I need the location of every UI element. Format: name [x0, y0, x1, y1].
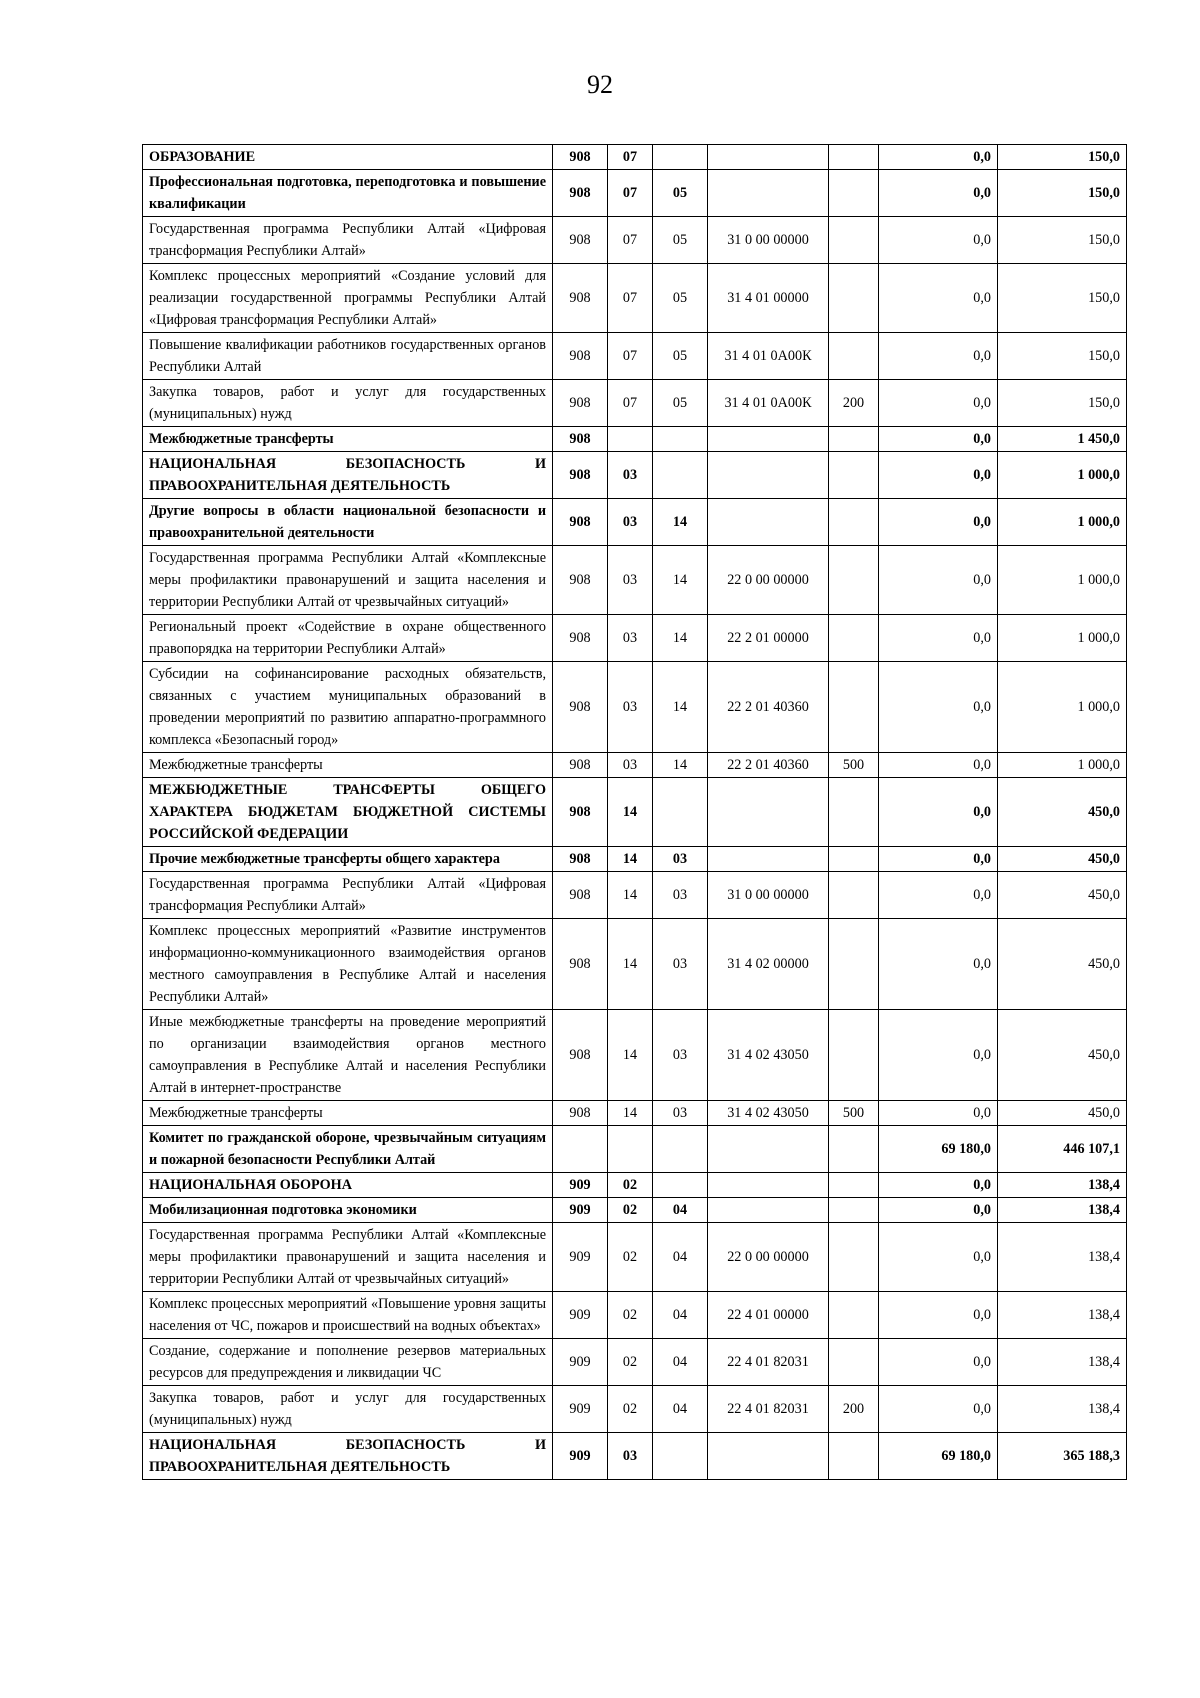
- row-amount-1: 0,0: [879, 778, 998, 847]
- row-ved-code: 908: [553, 333, 608, 380]
- row-name: НАЦИОНАЛЬНАЯ БЕЗОПАСНОСТЬ И ПРАВООХРАНИТЕЛЬНАЯ ДЕЯТЕЛЬНОСТЬ: [143, 452, 553, 499]
- table-row: [143, 1292, 1127, 1339]
- row-subsection-code: 03: [653, 1101, 708, 1126]
- row-target-article: 31 4 01 00000: [708, 264, 829, 333]
- row-subsection-code: 14: [653, 662, 708, 753]
- row-ved-code: 909: [553, 1386, 608, 1433]
- row-target-article: 22 2 01 40360: [708, 753, 829, 778]
- row-subsection-code: 03: [653, 872, 708, 919]
- row-subsection-code: 05: [653, 217, 708, 264]
- row-ved-code: 908: [553, 499, 608, 546]
- row-name: Государственная программа Республики Алтай «Комплексные меры профилактики правонарушений и защита населения и территории Республики Алтай от чрезвычайных ситуаций»: [143, 546, 553, 615]
- row-amount-1: 0,0: [879, 919, 998, 1010]
- row-subsection-code: 14: [653, 753, 708, 778]
- table-row: [143, 170, 1127, 217]
- row-section-code: 02: [608, 1198, 653, 1223]
- row-target-article: [708, 427, 829, 452]
- table-row: [143, 615, 1127, 662]
- row-amount-2: 1 450,0: [998, 427, 1127, 452]
- row-expense-type: [829, 1433, 879, 1480]
- row-amount-1: 0,0: [879, 847, 998, 872]
- row-target-article: 31 4 01 0А00К: [708, 380, 829, 427]
- row-amount-1: 0,0: [879, 1101, 998, 1126]
- row-amount-1: 0,0: [879, 1198, 998, 1223]
- table-row: [143, 847, 1127, 872]
- budget-table: [142, 144, 1127, 1480]
- row-amount-2: 138,4: [998, 1339, 1127, 1386]
- table-row: [143, 662, 1127, 753]
- row-subsection-code: [653, 427, 708, 452]
- row-name: Государственная программа Республики Алтай «Цифровая трансформация Республики Алтай»: [143, 217, 553, 264]
- row-expense-type: [829, 847, 879, 872]
- row-target-article: 22 0 00 00000: [708, 1223, 829, 1292]
- row-expense-type: [829, 778, 879, 847]
- row-subsection-code: 14: [653, 546, 708, 615]
- row-amount-2: 138,4: [998, 1223, 1127, 1292]
- row-subsection-code: 03: [653, 919, 708, 1010]
- row-amount-1: 0,0: [879, 1223, 998, 1292]
- row-ved-code: 908: [553, 753, 608, 778]
- row-target-article: 31 0 00 00000: [708, 217, 829, 264]
- row-subsection-code: [653, 1126, 708, 1173]
- row-amount-2: 150,0: [998, 170, 1127, 217]
- row-target-article: [708, 170, 829, 217]
- row-subsection-code: 05: [653, 264, 708, 333]
- row-ved-code: 908: [553, 919, 608, 1010]
- row-target-article: [708, 145, 829, 170]
- row-section-code: 07: [608, 145, 653, 170]
- row-ved-code: 909: [553, 1433, 608, 1480]
- row-subsection-code: [653, 145, 708, 170]
- table-row: [143, 1173, 1127, 1198]
- table-row: [143, 217, 1127, 264]
- row-expense-type: [829, 1173, 879, 1198]
- row-expense-type: [829, 1126, 879, 1173]
- row-expense-type: 500: [829, 1101, 879, 1126]
- row-section-code: 02: [608, 1339, 653, 1386]
- row-amount-2: 1 000,0: [998, 662, 1127, 753]
- row-ved-code: 909: [553, 1339, 608, 1386]
- row-subsection-code: 14: [653, 499, 708, 546]
- row-target-article: 31 4 02 00000: [708, 919, 829, 1010]
- row-ved-code: 908: [553, 145, 608, 170]
- table-row: [143, 1223, 1127, 1292]
- row-subsection-code: 03: [653, 847, 708, 872]
- row-name: Комплекс процессных мероприятий «Повышение уровня защиты населения от ЧС, пожаров и происшествий на водных объектах»: [143, 1292, 553, 1339]
- row-name: Профессиональная подготовка, переподготовка и повышение квалификации: [143, 170, 553, 217]
- row-expense-type: [829, 1339, 879, 1386]
- row-target-article: [708, 1173, 829, 1198]
- row-name: Комплекс процессных мероприятий «Развитие инструментов информационно-коммуникационного взаимодействия органов местного самоуправления в Республике Алтай и населения Республики Алтай»: [143, 919, 553, 1010]
- row-expense-type: 200: [829, 380, 879, 427]
- row-ved-code: 908: [553, 872, 608, 919]
- row-amount-2: 1 000,0: [998, 546, 1127, 615]
- row-amount-2: 450,0: [998, 847, 1127, 872]
- row-section-code: [608, 1126, 653, 1173]
- row-section-code: 07: [608, 380, 653, 427]
- row-amount-2: 365 188,3: [998, 1433, 1127, 1480]
- row-amount-1: 0,0: [879, 1292, 998, 1339]
- row-ved-code: [553, 1126, 608, 1173]
- row-subsection-code: 03: [653, 1010, 708, 1101]
- row-amount-1: 0,0: [879, 217, 998, 264]
- row-expense-type: [829, 499, 879, 546]
- row-ved-code: 908: [553, 264, 608, 333]
- table-row: [143, 333, 1127, 380]
- row-subsection-code: 05: [653, 333, 708, 380]
- row-section-code: 14: [608, 847, 653, 872]
- row-expense-type: [829, 217, 879, 264]
- row-target-article: 22 4 01 00000: [708, 1292, 829, 1339]
- table-row: [143, 546, 1127, 615]
- row-ved-code: 909: [553, 1173, 608, 1198]
- row-name: Прочие межбюджетные трансферты общего характера: [143, 847, 553, 872]
- row-name: Закупка товаров, работ и услуг для государственных (муниципальных) нужд: [143, 1386, 553, 1433]
- row-ved-code: 908: [553, 847, 608, 872]
- table-row: [143, 1010, 1127, 1101]
- row-subsection-code: 05: [653, 380, 708, 427]
- row-section-code: 02: [608, 1173, 653, 1198]
- row-expense-type: 500: [829, 753, 879, 778]
- row-amount-1: 0,0: [879, 145, 998, 170]
- row-expense-type: [829, 1010, 879, 1101]
- row-amount-1: 0,0: [879, 1173, 998, 1198]
- row-section-code: 14: [608, 872, 653, 919]
- row-ved-code: 908: [553, 546, 608, 615]
- row-section-code: 14: [608, 1010, 653, 1101]
- row-ved-code: 908: [553, 380, 608, 427]
- row-expense-type: [829, 662, 879, 753]
- row-target-article: [708, 847, 829, 872]
- row-amount-2: 1 000,0: [998, 615, 1127, 662]
- row-target-article: 22 4 01 82031: [708, 1386, 829, 1433]
- row-ved-code: 908: [553, 427, 608, 452]
- row-section-code: 03: [608, 662, 653, 753]
- row-name: НАЦИОНАЛЬНАЯ БЕЗОПАСНОСТЬ И ПРАВООХРАНИТЕЛЬНАЯ ДЕЯТЕЛЬНОСТЬ: [143, 1433, 553, 1480]
- row-amount-1: 0,0: [879, 499, 998, 546]
- row-amount-2: 150,0: [998, 217, 1127, 264]
- row-expense-type: [829, 1223, 879, 1292]
- row-section-code: [608, 427, 653, 452]
- row-amount-2: 450,0: [998, 1010, 1127, 1101]
- row-target-article: [708, 499, 829, 546]
- row-name: Региональный проект «Содействие в охране общественного правопорядка на территории Республики Алтай»: [143, 615, 553, 662]
- table-body: [143, 145, 1127, 1480]
- row-subsection-code: 04: [653, 1292, 708, 1339]
- row-subsection-code: [653, 1433, 708, 1480]
- row-section-code: 14: [608, 778, 653, 847]
- row-subsection-code: [653, 1173, 708, 1198]
- row-ved-code: 908: [553, 778, 608, 847]
- row-ved-code: 908: [553, 217, 608, 264]
- row-name: Комитет по гражданской обороне, чрезвычайным ситуациям и пожарной безопасности Республики Алтай: [143, 1126, 553, 1173]
- row-amount-2: 1 000,0: [998, 753, 1127, 778]
- row-name: Межбюджетные трансферты: [143, 1101, 553, 1126]
- row-amount-1: 0,0: [879, 452, 998, 499]
- row-subsection-code: [653, 452, 708, 499]
- row-target-article: 22 4 01 82031: [708, 1339, 829, 1386]
- row-name: Субсидии на софинансирование расходных обязательств, связанных с участием муниципальных образований в проведении мероприятий по развитию аппаратно-программного комплекса «Безопасный город»: [143, 662, 553, 753]
- row-section-code: 07: [608, 264, 653, 333]
- row-amount-2: 446 107,1: [998, 1126, 1127, 1173]
- row-section-code: 03: [608, 499, 653, 546]
- row-subsection-code: 04: [653, 1339, 708, 1386]
- row-expense-type: [829, 427, 879, 452]
- row-expense-type: [829, 615, 879, 662]
- row-amount-1: 0,0: [879, 872, 998, 919]
- row-target-article: 31 0 00 00000: [708, 872, 829, 919]
- row-expense-type: [829, 333, 879, 380]
- row-amount-2: 138,4: [998, 1198, 1127, 1223]
- row-section-code: 03: [608, 452, 653, 499]
- row-ved-code: 908: [553, 615, 608, 662]
- row-section-code: 03: [608, 1433, 653, 1480]
- row-expense-type: [829, 170, 879, 217]
- table-row: [143, 753, 1127, 778]
- row-ved-code: 909: [553, 1198, 608, 1223]
- table-row: [143, 919, 1127, 1010]
- row-amount-1: 0,0: [879, 546, 998, 615]
- row-amount-1: 69 180,0: [879, 1126, 998, 1173]
- row-section-code: 02: [608, 1386, 653, 1433]
- row-subsection-code: [653, 778, 708, 847]
- row-section-code: 03: [608, 753, 653, 778]
- row-ved-code: 908: [553, 662, 608, 753]
- row-amount-1: 0,0: [879, 615, 998, 662]
- row-name: Государственная программа Республики Алтай «Комплексные меры профилактики правонарушений и защита населения и территории Республики Алтай от чрезвычайных ситуаций»: [143, 1223, 553, 1292]
- row-amount-1: 69 180,0: [879, 1433, 998, 1480]
- row-section-code: 07: [608, 333, 653, 380]
- row-name: НАЦИОНАЛЬНАЯ ОБОРОНА: [143, 1173, 553, 1198]
- row-amount-2: 150,0: [998, 264, 1127, 333]
- table-row: [143, 1339, 1127, 1386]
- row-subsection-code: 05: [653, 170, 708, 217]
- row-name: МЕЖБЮДЖЕТНЫЕ ТРАНСФЕРТЫ ОБЩЕГО ХАРАКТЕРА БЮДЖЕТАМ БЮДЖЕТНОЙ СИСТЕМЫ РОССИЙСКОЙ ФЕДЕРАЦИИ: [143, 778, 553, 847]
- row-name: Другие вопросы в области национальной безопасности и правоохранительной деятельности: [143, 499, 553, 546]
- row-target-article: [708, 1433, 829, 1480]
- row-name: Межбюджетные трансферты: [143, 753, 553, 778]
- row-section-code: 14: [608, 1101, 653, 1126]
- table-row: [143, 264, 1127, 333]
- page-number: 92: [587, 70, 613, 99]
- row-amount-1: 0,0: [879, 662, 998, 753]
- row-amount-2: 450,0: [998, 872, 1127, 919]
- row-target-article: [708, 452, 829, 499]
- row-amount-1: 0,0: [879, 170, 998, 217]
- table-row: [143, 1433, 1127, 1480]
- row-amount-2: 450,0: [998, 919, 1127, 1010]
- table-row: [143, 145, 1127, 170]
- row-name: Повышение квалификации работников государственных органов Республики Алтай: [143, 333, 553, 380]
- table-row: [143, 872, 1127, 919]
- row-amount-2: 1 000,0: [998, 499, 1127, 546]
- row-name: Комплекс процессных мероприятий «Создание условий для реализации государственной программы Республики Алтай «Цифровая трансформация Республики Алтай»: [143, 264, 553, 333]
- row-expense-type: [829, 919, 879, 1010]
- row-ved-code: 909: [553, 1292, 608, 1339]
- row-section-code: 03: [608, 615, 653, 662]
- row-amount-2: 450,0: [998, 1101, 1127, 1126]
- row-name: Мобилизационная подготовка экономики: [143, 1198, 553, 1223]
- row-target-article: 31 4 01 0А00К: [708, 333, 829, 380]
- row-ved-code: 908: [553, 1010, 608, 1101]
- row-amount-2: 138,4: [998, 1386, 1127, 1433]
- row-target-article: 22 2 01 40360: [708, 662, 829, 753]
- table-row: [143, 380, 1127, 427]
- row-expense-type: [829, 452, 879, 499]
- row-expense-type: 200: [829, 1386, 879, 1433]
- row-amount-2: 1 000,0: [998, 452, 1127, 499]
- row-target-article: 22 0 00 00000: [708, 546, 829, 615]
- row-amount-2: 150,0: [998, 333, 1127, 380]
- row-section-code: 02: [608, 1292, 653, 1339]
- row-subsection-code: 04: [653, 1198, 708, 1223]
- row-expense-type: [829, 872, 879, 919]
- row-name: Межбюджетные трансферты: [143, 427, 553, 452]
- row-section-code: 14: [608, 919, 653, 1010]
- row-ved-code: 908: [553, 1101, 608, 1126]
- table-row: [143, 427, 1127, 452]
- row-name: Иные межбюджетные трансферты на проведение мероприятий по организации взаимодействия органов местного самоуправления в Республике Алтай и населения Республики Алтай в интернет-пространстве: [143, 1010, 553, 1101]
- row-section-code: 02: [608, 1223, 653, 1292]
- row-target-article: 22 2 01 00000: [708, 615, 829, 662]
- row-amount-2: 450,0: [998, 778, 1127, 847]
- row-name: ОБРАЗОВАНИЕ: [143, 145, 553, 170]
- row-amount-1: 0,0: [879, 264, 998, 333]
- row-amount-1: 0,0: [879, 333, 998, 380]
- row-ved-code: 909: [553, 1223, 608, 1292]
- row-expense-type: [829, 1198, 879, 1223]
- row-target-article: [708, 778, 829, 847]
- row-ved-code: 908: [553, 452, 608, 499]
- row-amount-1: 0,0: [879, 380, 998, 427]
- row-name: Государственная программа Республики Алтай «Цифровая трансформация Республики Алтай»: [143, 872, 553, 919]
- row-amount-2: 150,0: [998, 380, 1127, 427]
- row-ved-code: 908: [553, 170, 608, 217]
- row-target-article: 31 4 02 43050: [708, 1010, 829, 1101]
- row-expense-type: [829, 264, 879, 333]
- table-row: [143, 1198, 1127, 1223]
- table-row: [143, 1386, 1127, 1433]
- row-target-article: 31 4 02 43050: [708, 1101, 829, 1126]
- row-expense-type: [829, 1292, 879, 1339]
- row-target-article: [708, 1126, 829, 1173]
- table-row: [143, 1126, 1127, 1173]
- table-row: [143, 499, 1127, 546]
- row-amount-1: 0,0: [879, 1339, 998, 1386]
- row-subsection-code: 04: [653, 1223, 708, 1292]
- row-expense-type: [829, 145, 879, 170]
- row-amount-2: 138,4: [998, 1292, 1127, 1339]
- table-row: [143, 1101, 1127, 1126]
- row-amount-1: 0,0: [879, 1010, 998, 1101]
- row-section-code: 07: [608, 170, 653, 217]
- row-subsection-code: 14: [653, 615, 708, 662]
- row-amount-2: 150,0: [998, 145, 1127, 170]
- row-name: Закупка товаров, работ и услуг для государственных (муниципальных) нужд: [143, 380, 553, 427]
- table-row: [143, 778, 1127, 847]
- row-section-code: 03: [608, 546, 653, 615]
- row-amount-1: 0,0: [879, 1386, 998, 1433]
- row-amount-2: 138,4: [998, 1173, 1127, 1198]
- row-section-code: 07: [608, 217, 653, 264]
- row-target-article: [708, 1198, 829, 1223]
- row-expense-type: [829, 546, 879, 615]
- row-name: Создание, содержание и пополнение резервов материальных ресурсов для предупреждения и ликвидации ЧС: [143, 1339, 553, 1386]
- row-amount-1: 0,0: [879, 427, 998, 452]
- table-row: [143, 452, 1127, 499]
- row-subsection-code: 04: [653, 1386, 708, 1433]
- row-amount-1: 0,0: [879, 753, 998, 778]
